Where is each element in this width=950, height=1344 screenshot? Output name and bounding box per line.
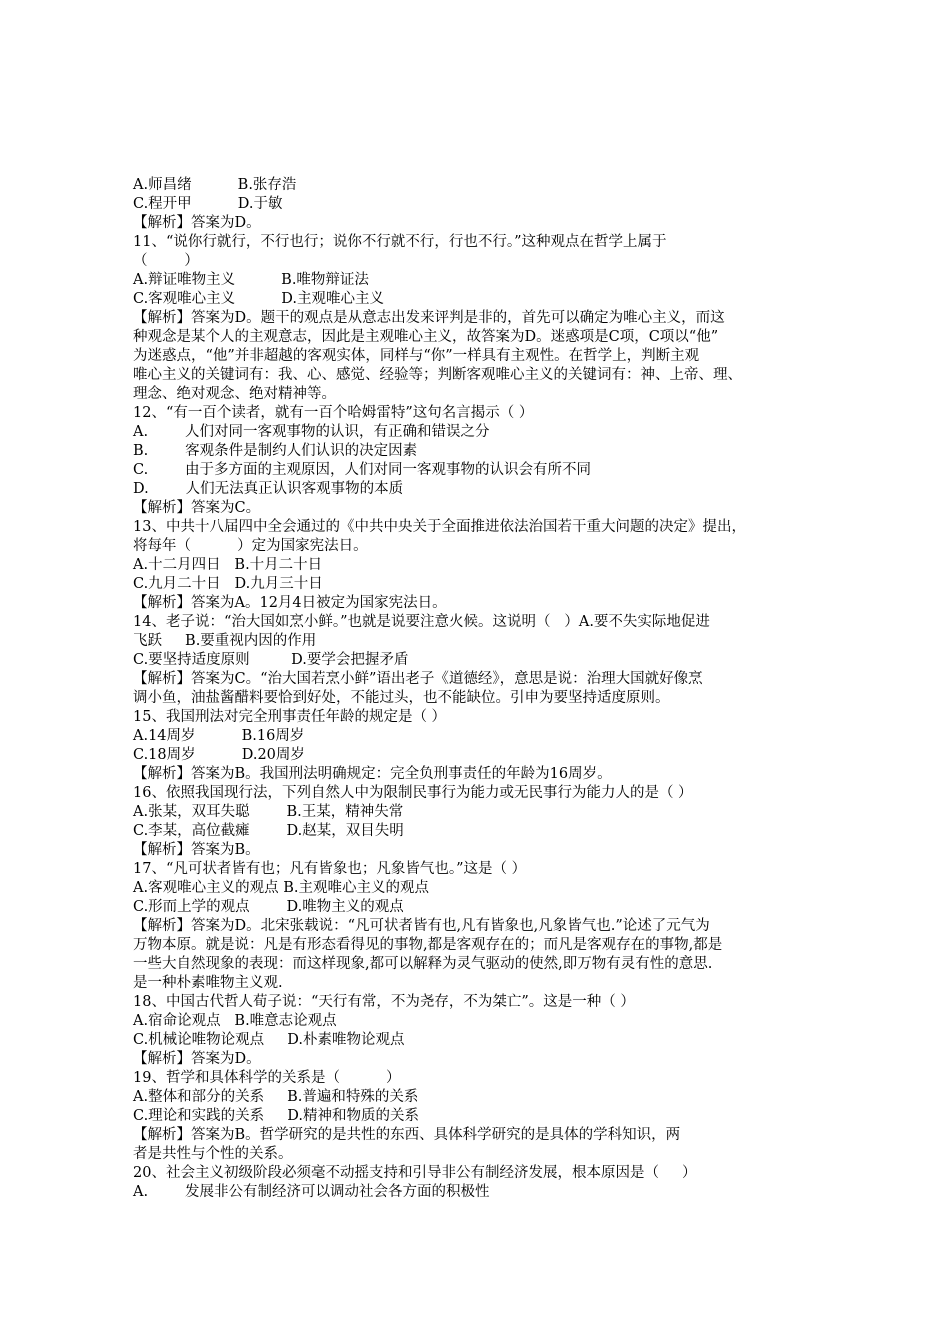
text-line: A.张某，双耳失聪 B.王某，精神失常 <box>133 804 404 820</box>
text-line: 17、“凡可状者皆有也；凡有皆象也；凡象皆气也。”这是（ ） <box>133 861 527 877</box>
text-line: 【解析】答案为D。 <box>133 215 261 231</box>
text-line: 13、中共十八届四中全会通过的《中共中央关于全面推进依法治国若干重大问题的决定》提出， <box>133 519 746 535</box>
text-line: （ ） <box>133 253 199 269</box>
text-line: A.辩证唯物主义 B.唯物辩证法 <box>133 272 369 288</box>
text-line: 调小鱼，油盐酱醋料要恰到好处，不能过头，也不能缺位。引申为要坚持适度原则。 <box>133 690 670 706</box>
text-line: 19、哲学和具体科学的关系是（ ） <box>133 1070 401 1086</box>
text-line: 将每年（ ）定为国家宪法日。 <box>133 538 368 554</box>
text-line: 【解析】答案为B。我国刑法明确规定：完全负刑事责任的年龄为16周岁。 <box>133 766 612 782</box>
text-line: 18、中国古代哲人荀子说：“天行有常，不为尧存，不为桀亡”。这是一种（ ） <box>133 994 635 1010</box>
text-line: 14、老子说：“治大国如烹小鲜。”也就是说要注意火候。这说明（ ）A.要不失实际地促进 <box>133 614 710 630</box>
text-line: C.李某，高位截瘫 D.赵某，双目失明 <box>133 823 404 839</box>
text-line: 是一种朴素唯物主义观. <box>133 975 283 991</box>
text-line: A.客观唯心主义的观点 B.主观唯心主义的观点 <box>133 880 429 896</box>
text-line: 【解析】答案为A。12月4日被定为国家宪法日。 <box>133 595 447 611</box>
text-line: 【解析】答案为C。 <box>133 500 261 516</box>
text-line: 【解析】答案为D。北宋张载说：“凡可状者皆有也,凡有皆象也,凡象皆气也.”论述了元气为 <box>133 918 710 934</box>
text-line: A.十二月四日 B.十月二十日 <box>133 557 323 573</box>
text-line: C.机械论唯物论观点 D.朴素唯物论观点 <box>133 1032 405 1048</box>
text-line: 理念、绝对观念、绝对精神等。 <box>133 386 336 402</box>
text-line: A.师昌绪 B.张存浩 <box>133 177 297 193</box>
text-line: 15、我国刑法对完全刑事责任年龄的规定是（ ） <box>133 709 447 725</box>
text-line: 唯心主义的关键词有：我、心、感觉、经验等；判断客观唯心主义的关键词有：神、上帝、理、 <box>133 367 742 383</box>
text-line: 12、“有一百个读者，就有一百个哈姆雷特”这句名言揭示（ ） <box>133 405 534 421</box>
text-line: B. 客观条件是制约人们认识的决定因素 <box>133 443 418 459</box>
text-line: 【解析】答案为B。 <box>133 842 260 858</box>
text-line: 万物本原。就是说：凡是有形态看得见的事物,都是客观存在的；而凡是客观存在的事物,都是 <box>133 937 723 953</box>
text-line: 【解析】答案为D。 <box>133 1051 261 1067</box>
text-line: C.客观唯心主义 D.主观唯心主义 <box>133 291 384 307</box>
text-line: 【解析】答案为B。哲学研究的是共性的东西、具体科学研究的是具体的学科知识，两 <box>133 1127 681 1143</box>
text-line: 种观念是某个人的主观意志，因此是主观唯心主义，故答案为D。迷惑项是C项，C项以“他” <box>133 329 719 345</box>
text-line: 16、依照我国现行法，下列自然人中为限制民事行为能力或无民事行为能力人的是（ ） <box>133 785 693 801</box>
text-line: C. 由于多方面的主观原因，人们对同一客观事物的认识会有所不同 <box>133 462 592 478</box>
text-line: C.要坚持适度原则 D.要学会把握矛盾 <box>133 652 409 668</box>
text-line: 为迷惑点，“他”并非超越的客观实体，同样与“你”一样具有主观性。在哲学上，判断主观 <box>133 348 700 364</box>
text-line: A.宿命论观点 B.唯意志论观点 <box>133 1013 337 1029</box>
text-line: A.14周岁 B.16周岁 <box>133 728 305 744</box>
document-page <box>133 176 833 1202</box>
text-line: C.18周岁 D.20周岁 <box>133 747 305 763</box>
text-line: C.九月二十日 D.九月三十日 <box>133 576 323 592</box>
text-line: 【解析】答案为C。“治大国若烹小鲜”语出老子《道德经》，意思是说：治理大国就好像烹 <box>133 671 703 687</box>
text-line: A.整体和部分的关系 B.普遍和特殊的关系 <box>133 1089 419 1105</box>
text-line: 20、社会主义初级阶段必须毫不动摇支持和引导非公有制经济发展，根本原因是（ ） <box>133 1165 697 1181</box>
text-line: C.理论和实践的关系 D.精神和物质的关系 <box>133 1108 419 1124</box>
text-line: 者是共性与个性的关系。 <box>133 1146 293 1162</box>
text-line: 11、“说你行就行，不行也行；说你不行就不行，行也不行。”这种观点在哲学上属于 <box>133 234 667 250</box>
text-line: A. 发展非公有制经济可以调动社会各方面的积极性 <box>133 1184 490 1200</box>
text-line: 飞跃 B.要重视内因的作用 <box>133 633 317 649</box>
text-line: A. 人们对同一客观事物的认识，有正确和错误之分 <box>133 424 490 440</box>
text-line: C.形而上学的观点 D.唯物主义的观点 <box>133 899 404 915</box>
text-line: C.程开甲 D.于敏 <box>133 196 283 212</box>
text-line: D. 人们无法真正认识客观事物的本质 <box>133 481 404 497</box>
text-line: 一些大自然现象的表现：而这样现象,都可以解释为灵气驱动的使然,即万物有灵有性的意思. <box>133 956 713 972</box>
text-line: 【解析】答案为D。题干的观点是从意志出发来评判是非的，首先可以确定为唯心主义，而这 <box>133 310 725 326</box>
